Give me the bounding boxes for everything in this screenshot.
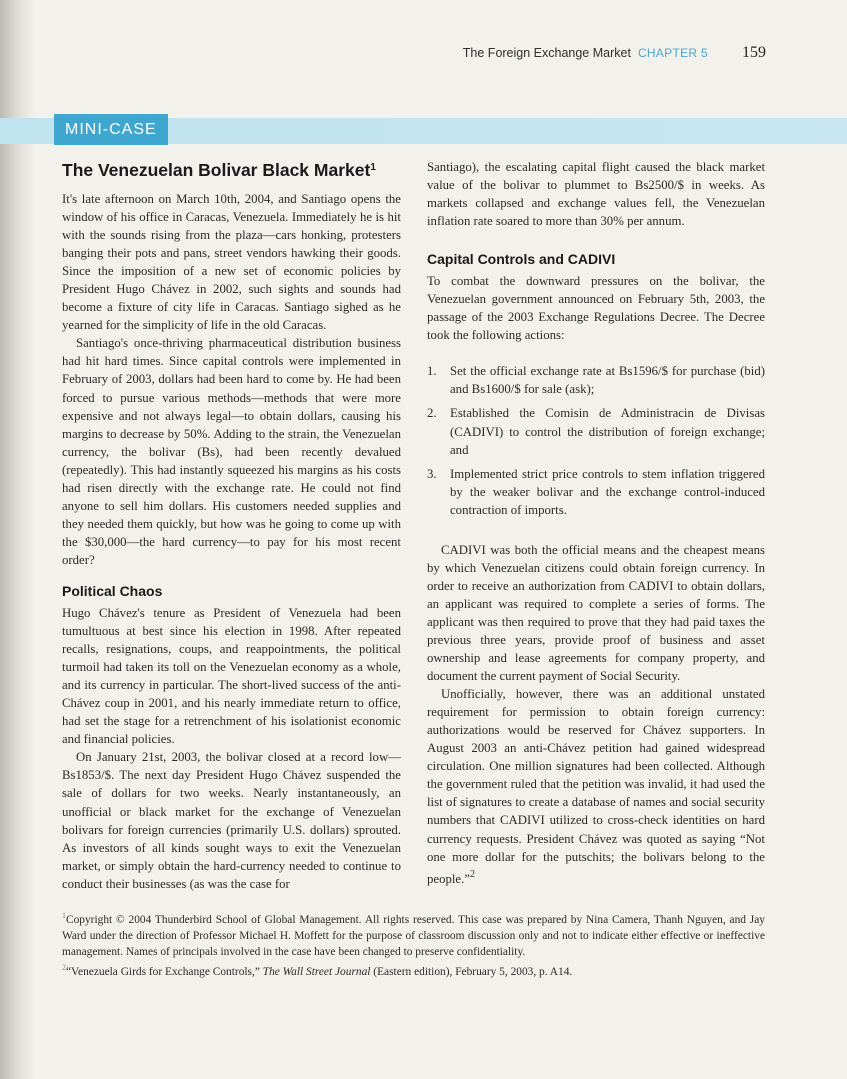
quote-footnote-mark: 2 <box>470 868 475 880</box>
decree-actions-list <box>427 362 765 518</box>
intro-paragraph-2: Santiago's once-thriving pharmaceutical distribution business had hit hard times. Since capital controls were implemented in February of 2003, dollars had been hard to come by. He had been forced to pursue various methods—methods that were more expensive and not always legal—to obtain dollars, causing his margins to decrease by 50%. Adding to the strain, the Venezuelan currency, the bolivar (Bs), had been recently devalued (repeatedly). This had instantly squeezed his margins as his costs had risen directly with the exchange rate. He could not find anyone to sell him dollars. His customers needed supplies and they needed them quickly, but how was he going to come up with the $30,000—the hard currency—to pay for his most recent order? <box>62 336 401 567</box>
running-head <box>300 44 766 64</box>
decree-action-item <box>427 404 765 458</box>
left-column <box>62 158 401 893</box>
footnote-2-mark: 2 <box>62 963 66 973</box>
decree-action-number: 3. <box>427 466 437 481</box>
article-title-text: The Venezuelan Bolivar Black Market <box>62 160 371 180</box>
decree-action-text: Established the Comisin de Administracin de Divisas (CADIVI) to control the distribution of foreign exchange; and <box>450 406 765 457</box>
footnotes <box>62 908 765 981</box>
right-column <box>427 158 765 888</box>
cadivi-paragraph-1: CADIVI was both the official means and the cheapest means by which Venezuelan citizens could obtain foreign currency. In order to receive an authorization from CADIVI to obtain dollars, an applicant was required to complete a series of forms. The applicant was then required to prove that they had paid taxes the previous three years, provide proof of business and asset ownership and lease agreements for company property, and document the current payment of Social Security. <box>427 542 765 684</box>
mini-case-label: MINI-CASE <box>54 114 168 145</box>
running-head-chapter: CHAPTER 5 <box>637 46 708 60</box>
political-chaos-heading: Political Chaos <box>62 582 163 599</box>
article-title <box>62 158 401 180</box>
footnote-1 <box>62 908 765 960</box>
title-footnote-mark: 1 <box>370 162 376 173</box>
footnote-2-title: “Venezuela Girds for Exchange Controls,” <box>66 966 260 979</box>
continued-paragraph: Santiago), the escalating capital flight caused the black market value of the bolivar to plummet to Bs2500/$ in weeks. As markets collapsed and exchange values fell, the Venezuelan inflation rate soared to more than 30% per annum. <box>427 160 765 229</box>
decree-action-number: 2. <box>427 406 437 421</box>
cadivi-paragraph-2 <box>427 685 765 888</box>
decree-action-item <box>427 362 765 398</box>
footnote-2-source: The Wall Street Journal <box>262 966 371 979</box>
running-head-section: The Foreign Exchange Market <box>462 46 631 60</box>
cadivi-paragraph-2-text: Unofficially, however, there was an additional unstated requirement for permission to obtain foreign currency: authorizations would be reserved for Chávez supporters. In August 2003 an anti-Chávez petition had gained widespread circulation. One million signatures had been collected. Although the government ruled that the petition was invalid, it had used the list of signatures to create a database of names and social security numbers that CADIVI utilized to cross-check identities on hard currency requests. President Chávez was quoted as saying “Not one more dollar for the putschits; the bolivars belong to the people.” <box>427 687 765 886</box>
capital-controls-heading: Capital Controls and CADIVI <box>427 251 616 268</box>
page-number: 159 <box>742 44 766 61</box>
footnote-2 <box>62 960 765 981</box>
footnote-1-mark: 1 <box>62 911 66 920</box>
decree-action-item <box>427 465 765 519</box>
controls-paragraph: To combat the downward pressures on the bolivar, the Venezuelan government announced on February 5th, 2003, the passage of the 2003 Exchange Regulations Decree. The Decree took the following actions: <box>427 274 765 343</box>
footnote-1-text: Copyright © 2004 Thunderbird School of Global Management. All rights reserved. This case was prepared by Nina Camera, Thanh Nguyen, and Jay Ward under the direction of Professor Michael H. Moffett for the purpose of classroom discussion only and not to indicate either effective or ineffective management. Names of principals involved in the case have been changed to preserve confidentiality. <box>62 914 765 958</box>
footnote-2-rest: (Eastern edition), February 5, 2003, p. A14. <box>373 966 573 979</box>
binding-shadow <box>0 0 34 1079</box>
decree-action-text: Implemented strict price controls to stem inflation triggered by the weaker bolivar and the exchange control-induced contraction of imports. <box>450 466 765 517</box>
decree-action-number: 1. <box>427 364 437 379</box>
intro-paragraph-1: It's late afternoon on March 10th, 2004, and Santiago opens the window of his office in Caracas, Venezuela. Immediately he is hit with the sounds rising from the plaza—cars honking, protesters banging their pots and pans, street vendors hawking their goods. Since the imposition of a new set of economic policies by President Hugo Chávez in 2002, such sights and sounds had become a fixture of city life in Caracas. Santiago sighed as he yearned for the simplicity of life in the old Caracas. <box>62 192 401 333</box>
decree-action-text: Set the official exchange rate at Bs1596/$ for purchase (bid) and Bs1600/$ for sale (ask); <box>450 364 765 397</box>
political-paragraph-1: Hugo Chávez's tenure as President of Venezuela had been tumultuous at best since his election in 1998. After repeated recalls, resignations, coups, and reappointments, the political turmoil had taken its toll on the Venezuelan economy as a whole, and its currency in particular. The short-lived success of the anti-Chávez coup in 2001, and his nearly immediate return to office, had set the stage for a retrenchment of his isolationist economic and financial policies. <box>62 605 401 747</box>
political-paragraph-2: On January 21st, 2003, the bolivar closed at a record low—Bs1853/$. The next day President Hugo Chávez suspended the sale of dollars for two weeks. Nearly instantaneously, an unofficial or black market for the exchange of Venezuelan bolivars for foreign currencies (primarily U.S. dollars) sprouted. As investors of all kinds sought ways to exit the Venezuelan market, or simply obtain the hard-currency needed to continue to conduct their businesses (as was the case for <box>62 750 401 891</box>
